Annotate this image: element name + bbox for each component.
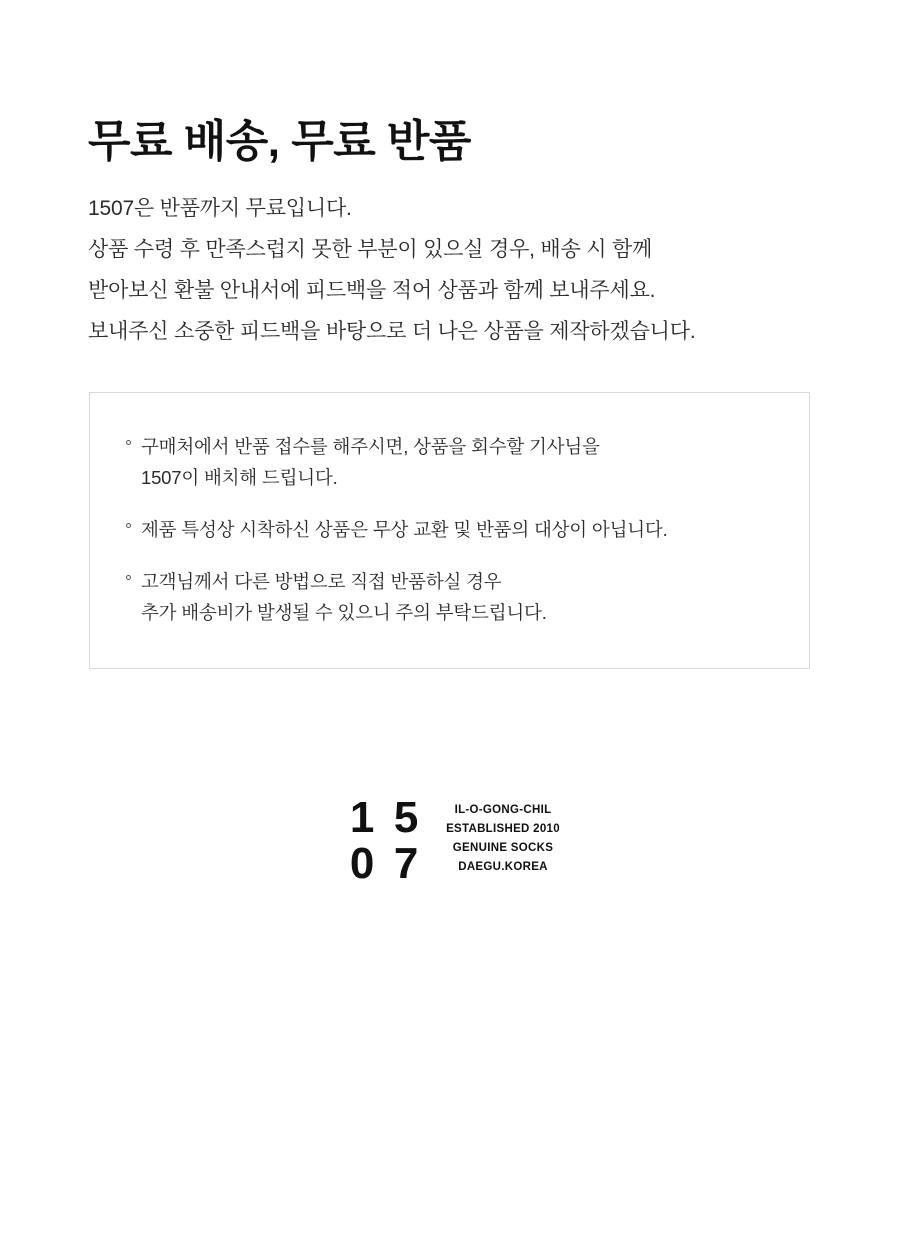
page-title: 무료 배송, 무료 반품 (88, 117, 471, 167)
logo-digit-1: 1 (349, 793, 375, 842)
brand-logo (0, 795, 900, 895)
list-item (126, 514, 785, 545)
logo-digit-7: 7 (393, 839, 419, 888)
return-policy-list (126, 431, 785, 628)
logo-digits (340, 795, 428, 887)
intro-line-3: 받아보신 환불 안내서에 피드백을 적어 상품과 함께 보내주세요. (88, 279, 656, 302)
bullet-icon (126, 523, 131, 528)
logo-tagline-line-1: IL-O-GONG-CHIL (454, 804, 552, 816)
logo-tagline-line-3: GENUINE SOCKS (452, 842, 554, 854)
list-item-line-1: 고객님께서 다른 방법으로 직접 반품하실 경우 (141, 571, 502, 592)
logo-digit-5: 5 (393, 793, 419, 842)
logo-inner (340, 795, 560, 887)
bullet-icon (126, 440, 131, 445)
logo-tagline (446, 795, 560, 877)
list-item-line-1: 제품 특성상 시착하신 상품은 무상 교환 및 반품의 대상이 아닙니다. (141, 519, 668, 540)
list-item-line-2: 추가 배송비가 발생될 수 있으니 주의 부탁드립니다. (141, 602, 547, 623)
bullet-icon (126, 575, 131, 580)
intro-line-2: 상품 수령 후 만족스럽지 못한 부분이 있으실 경우, 배송 시 함께 (88, 238, 653, 261)
return-policy-box (89, 392, 810, 669)
list-item (126, 566, 785, 628)
logo-tagline-line-2: ESTABLISHED 2010 (446, 823, 560, 835)
intro-paragraph (88, 188, 695, 352)
logo-tagline-line-4: DAEGU.KOREA (458, 861, 548, 873)
list-item-line-1: 구매처에서 반품 접수를 해주시면, 상품을 회수할 기사님을 (141, 436, 600, 457)
list-item-line-2: 1507이 배치해 드립니다. (141, 467, 338, 488)
intro-line-1: 1507은 반품까지 무료입니다. (88, 197, 352, 220)
list-item (126, 431, 785, 493)
intro-line-4: 보내주신 소중한 피드백을 바탕으로 더 나은 상품을 제작하겠습니다. (88, 320, 696, 343)
logo-digit-0: 0 (349, 839, 375, 888)
